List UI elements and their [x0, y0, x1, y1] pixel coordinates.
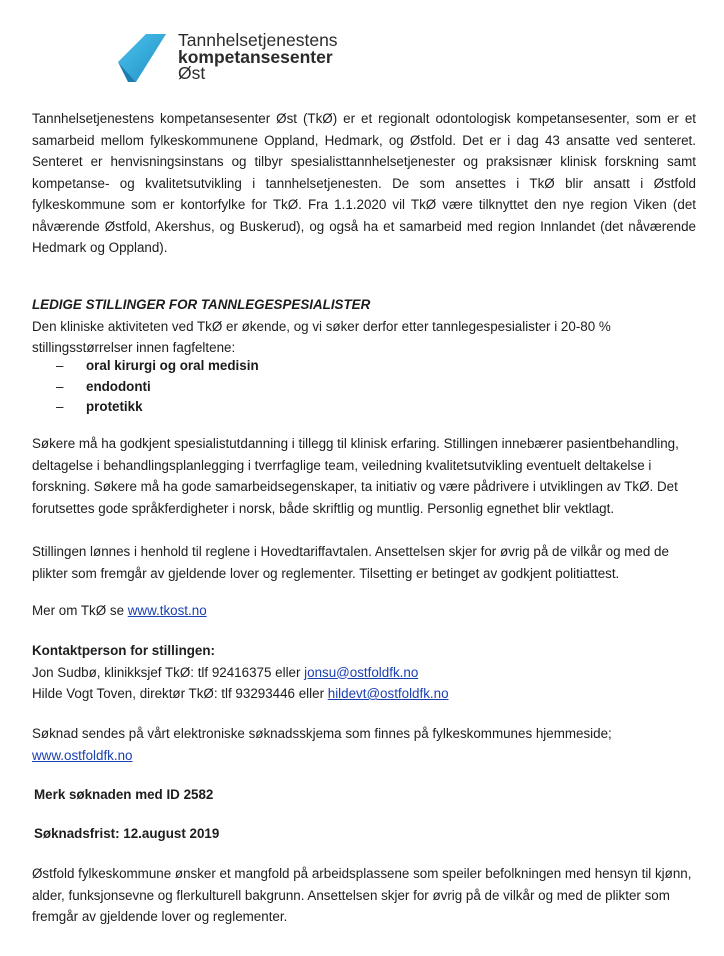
intro-line: Tannhelsetjenestens kompetansesenter Øst (TkØ) er et regionalt odontologisk kompetansesenter, som er et	[32, 111, 696, 126]
field-label: oral kirurgi og oral medisin	[86, 358, 259, 373]
list-dash: –	[56, 378, 64, 394]
deadline: Søknadsfrist: 12.august 2019	[34, 826, 220, 841]
intro-line: Hedmark og Oppland).	[32, 240, 168, 255]
logo-mark-icon	[118, 32, 178, 84]
vacancies-lead-line: stillingsstørrelser innen fagfeltene:	[32, 340, 236, 355]
reference-id: Merk søknaden med ID 2582	[34, 787, 214, 802]
requirements-line: deltagelse i behandlingsplanlegging i tverrfaglige team, veiledning kvalitetsutvikling eventuelt deltakelse i	[32, 457, 652, 473]
salary-paragraph	[32, 541, 696, 584]
logo-line-2: kompetansesenter	[178, 46, 333, 67]
intro-line: fylkeskommune som er kontorfylke for TkØ. Fra 1.1.2020 vil TkØ være tilknyttet den nye region Viken (det	[32, 197, 696, 212]
list-item	[56, 356, 656, 377]
logo-text	[178, 32, 438, 82]
contact-person-text: Hilde Vogt Toven, direktør TkØ: tlf 93293446 eller	[32, 686, 328, 701]
logo-line-3: Øst	[178, 63, 206, 83]
contact-section	[32, 640, 696, 705]
logo-line-1: Tannhelsetjenestens	[178, 30, 338, 50]
contact-heading: Kontaktperson for stillingen:	[32, 643, 216, 658]
intro-line: kompetanse- og kvalitetsutvikling i tannhelsetjenesten. De som ansettes i TkØ blir ansatt i Østfold	[32, 175, 696, 191]
contact-person-text: Jon Sudbø, klinikksjef TkØ: tlf 92416375 eller	[32, 664, 305, 680]
requirements-line: forskning. Søkere må ha gode samarbeidsegenskaper, ta initiativ og være pådrivere i utviklingen av TkØ. Det	[32, 479, 678, 494]
vacancies-section	[32, 294, 696, 359]
intro-line: nåværende Østfold, Akershus, og Buskerud), og også ha et samarbeid med region Innlandet (det nåværende	[32, 218, 696, 234]
application-text: Søknad sendes på vårt elektroniske søknadsskjema som finnes på fylkeskommunes hjemmeside;	[32, 726, 612, 741]
list-item	[56, 377, 656, 398]
more-info	[32, 600, 696, 622]
vacancies-lead-line: Den kliniske aktiviteten ved TkØ er økende, og vi søker derfor etter tannlegespesialister i 20-80 %	[32, 318, 611, 334]
diversity-line: fremgår av gjeldende lover og reglementer.	[32, 909, 288, 924]
field-label: endodonti	[86, 378, 151, 394]
application-section	[32, 723, 696, 766]
requirements-line: Søkere må ha godkjent spesialistutdanning i tillegg til klinisk erfaring. Stillingen innebærer pasientbehandling,	[32, 436, 679, 451]
ostfoldfk-link[interactable]: www.ostfoldfk.no	[32, 747, 133, 763]
more-info-text: Mer om TkØ se	[32, 603, 128, 618]
list-dash: –	[56, 358, 64, 373]
list-dash: –	[56, 399, 64, 414]
list-item	[56, 397, 656, 418]
diversity-paragraph	[32, 863, 696, 928]
contact-person	[32, 683, 696, 705]
diversity-line: Østfold fylkeskommune ønsker et mangfold på arbeidsplassene som speiler befolkningen med hensyn til kjønn,	[32, 866, 692, 881]
field-label: protetikk	[86, 399, 143, 414]
intro-paragraph	[32, 108, 696, 259]
intro-line: Senteret er henvisningsinstans og tilbyr spesialisttannhelsetjenester og praksisnær klinisk forskning samt	[32, 154, 696, 169]
intro-line: samarbeid mellom fylkeskommunene Oppland, Hedmark, og Østfold. Det er i dag 43 ansatte ved senteret.	[32, 132, 696, 148]
contact-email-link[interactable]: hildevt@ostfoldfk.no	[327, 686, 449, 701]
salary-line: Stillingen lønnes i henhold til reglene i Hovedtariffavtalen. Ansettelsen skjer for øvrig på de vilkår og med de	[32, 544, 669, 559]
requirements-line: forutsettes gode språkferdigheter i norsk, både skriftlig og muntlig. Personlig egnethet blir vektlagt.	[32, 500, 615, 516]
diversity-line: alder, funksjonsevne og flerkulturell bakgrunn. Ansettelsen skjer for øvrig på de vilkår og med de plikter som	[32, 887, 670, 903]
requirements-paragraph	[32, 433, 696, 519]
contact-person	[32, 662, 696, 684]
contact-email-link[interactable]: jonsu@ostfoldfk.no	[304, 664, 419, 680]
tkost-link[interactable]: www.tkost.no	[127, 603, 207, 618]
salary-line: plikter som fremgår av gjeldende lover og reglementer. Tilsetting er betinget av godkjent politiattest.	[32, 565, 620, 581]
fields-list	[56, 356, 656, 418]
vacancies-heading: LEDIGE STILLINGER FOR TANNLEGESPESIALISTER	[32, 297, 371, 312]
